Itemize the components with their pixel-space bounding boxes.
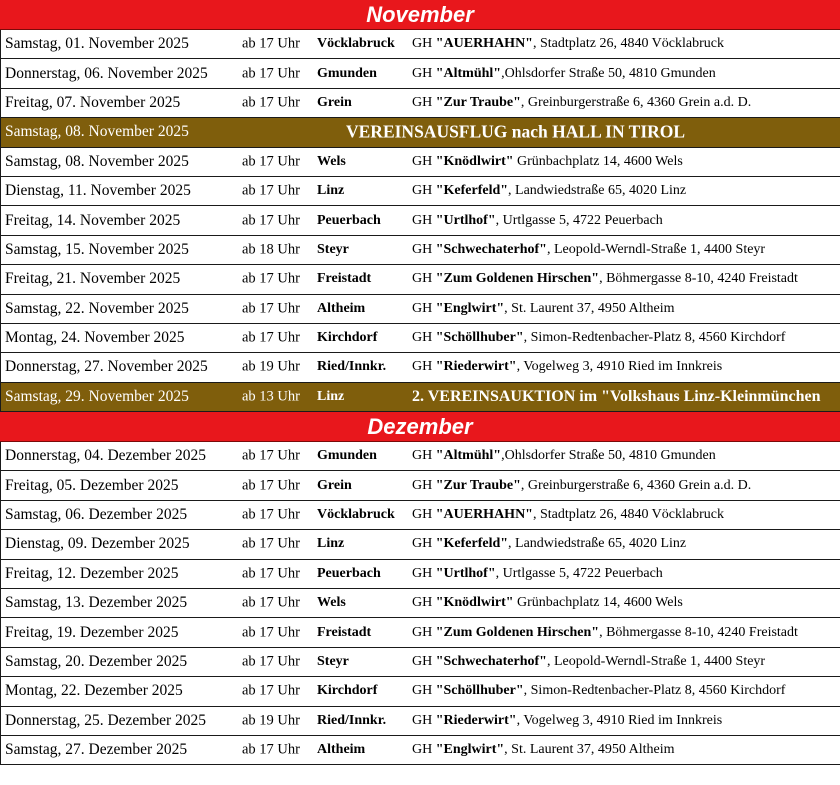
schedule-row (0, 89, 840, 118)
time-cell: ab 17 Uhr (242, 65, 300, 82)
venue-prefix: GH (412, 183, 436, 199)
venue-cell (412, 330, 785, 346)
time-cell: ab 17 Uhr (242, 535, 300, 552)
special-event-row (0, 383, 840, 412)
event-title: 2. VEREINSAUKTION im "Volkshaus Linz-Kleinmünchen (412, 387, 821, 405)
date-cell: Dienstag, 11. November 2025 (5, 182, 191, 200)
venue-address: , Vogelweg 3, 4910 Ried im Innkreis (516, 359, 723, 375)
venue-name: "Schwechaterhof" (435, 241, 547, 257)
venue-cell (412, 536, 686, 552)
venue-address: , Greinburgerstraße 6, 4360 Grein a.d. D. (520, 477, 752, 493)
date-cell: Freitag, 12. Dezember 2025 (5, 564, 179, 582)
venue-address: , Böhmergasse 8-10, 4240 Freistadt (599, 271, 798, 287)
schedule-row (0, 59, 840, 88)
city-cell: Ried/Innkr. (317, 359, 387, 375)
venue-prefix: GH (412, 477, 436, 493)
venue-name: "AUERHAHN" (435, 36, 533, 52)
venue-cell (412, 713, 722, 729)
special-event-row (0, 118, 840, 147)
date-cell: Freitag, 05. Dezember 2025 (5, 476, 179, 494)
venue-cell (412, 242, 765, 258)
venue-prefix: GH (412, 654, 436, 669)
venue-prefix: GH (412, 271, 436, 287)
venue-name: "Altmühl" (435, 65, 502, 81)
schedule-row (0, 353, 840, 382)
time-cell: ab 19 Uhr (242, 358, 300, 375)
venue-address: , St. Laurent 37, 4950 Altheim (504, 742, 675, 758)
venue-address: , Urtlgasse 5, 4722 Peuerbach (495, 565, 663, 581)
schedule-row (0, 442, 840, 471)
venue-name: "Knödlwirt" (435, 595, 514, 611)
city-cell: Vöcklabruck (317, 507, 395, 523)
venue-name: "Schwechaterhof" (435, 654, 547, 669)
schedule-row (0, 206, 840, 235)
date-cell: Montag, 24. November 2025 (5, 329, 185, 347)
venue-cell (412, 448, 716, 464)
venue-name: "Altmühl" (435, 448, 502, 464)
schedule-row (0, 560, 840, 589)
venue-address: , Leopold-Werndl-Straße 1, 4400 Steyr (546, 654, 766, 669)
venue-name: "Riederwirt" (435, 359, 517, 375)
city-cell: Grein (317, 94, 352, 110)
city-cell: Linz (317, 183, 345, 199)
time-cell: ab 17 Uhr (242, 94, 300, 111)
venue-prefix: GH (412, 536, 436, 552)
time-cell: ab 17 Uhr (242, 153, 300, 170)
venue-prefix: GH (412, 300, 436, 316)
schedule-row (0, 30, 840, 59)
time-cell: ab 17 Uhr (242, 594, 300, 611)
time-cell: ab 19 Uhr (242, 712, 300, 729)
date-cell: Samstag, 29. November 2025 (5, 387, 189, 405)
venue-name: "Riederwirt" (435, 712, 517, 728)
venue-name: "Zur Traube" (435, 94, 521, 110)
time-cell: ab 17 Uhr (242, 506, 300, 523)
date-cell: Freitag, 07. November 2025 (5, 93, 181, 111)
city-cell: Altheim (317, 300, 366, 316)
venue-cell (412, 478, 751, 494)
date-cell: Dienstag, 09. Dezember 2025 (5, 535, 190, 553)
venue-name: "Zur Traube" (435, 477, 521, 493)
time-cell: ab 17 Uhr (242, 447, 300, 464)
venue-address: , Stadtplatz 26, 4840 Vöcklabruck (532, 507, 724, 523)
date-cell: Samstag, 27. Dezember 2025 (5, 741, 188, 759)
venue-address: , Landwiedstraße 65, 4020 Linz (508, 183, 687, 199)
schedule-row (0, 677, 840, 706)
city-cell: Gmunden (317, 65, 377, 81)
venue-cell (412, 507, 724, 523)
venue-prefix: GH (412, 565, 436, 581)
venue-name: "Keferfeld" (435, 536, 509, 552)
city-cell: Peuerbach (317, 212, 381, 228)
venue-cell (412, 271, 798, 287)
venue-cell (412, 742, 675, 758)
schedule-row (0, 707, 840, 736)
city-cell: Ried/Innkr. (317, 712, 387, 728)
venue-address: , Leopold-Werndl-Straße 1, 4400 Steyr (546, 241, 766, 257)
schedule-row (0, 324, 840, 353)
venue-name: "Zum Goldenen Hirschen" (435, 271, 600, 287)
venue-address: Grünbachplatz 14, 4600 Wels (513, 595, 683, 611)
date-cell: Freitag, 14. November 2025 (5, 211, 181, 229)
venue-cell (412, 595, 683, 611)
time-cell: ab 17 Uhr (242, 477, 300, 494)
venue-address: , Landwiedstraße 65, 4020 Linz (508, 536, 687, 552)
time-cell: ab 17 Uhr (242, 182, 300, 199)
venue-prefix: GH (412, 36, 436, 52)
venue-cell (412, 36, 724, 52)
schedule-row (0, 148, 840, 177)
city-cell: Kirchdorf (317, 330, 378, 346)
month-header: November (0, 0, 840, 30)
date-cell: Donnerstag, 27. November 2025 (5, 358, 208, 376)
city-cell: Linz (317, 388, 345, 404)
venue-address: , St. Laurent 37, 4950 Altheim (504, 300, 675, 316)
date-cell: Freitag, 19. Dezember 2025 (5, 623, 179, 641)
venue-cell (412, 213, 663, 229)
venue-address: , Simon-Redtenbacher-Platz 8, 4560 Kirchdorf (523, 330, 786, 346)
venue-name: "Keferfeld" (435, 183, 509, 199)
time-cell: ab 17 Uhr (242, 329, 300, 346)
venue-address: , Vogelweg 3, 4910 Ried im Innkreis (516, 712, 723, 728)
time-cell: ab 13 Uhr (242, 388, 300, 405)
time-cell: ab 17 Uhr (242, 682, 300, 699)
date-cell: Samstag, 06. Dezember 2025 (5, 506, 188, 524)
date-cell: Freitag, 21. November 2025 (5, 270, 181, 288)
venue-prefix: GH (412, 742, 436, 758)
city-cell: Steyr (317, 654, 349, 669)
venue-address: , Stadtplatz 26, 4840 Vöcklabruck (532, 36, 724, 52)
schedule-row (0, 265, 840, 294)
venue-prefix: GH (412, 212, 436, 228)
venue-prefix: GH (412, 65, 436, 81)
venue-prefix: GH (412, 153, 436, 169)
city-cell: Freistadt (317, 624, 372, 640)
venue-prefix: GH (412, 595, 436, 611)
venue-address: ,Ohlsdorfer Straße 50, 4810 Gmunden (501, 65, 716, 81)
venue-name: "Englwirt" (435, 300, 505, 316)
venue-name: "Urtlhof" (435, 212, 496, 228)
time-cell: ab 17 Uhr (242, 653, 300, 670)
city-cell: Kirchdorf (317, 683, 378, 699)
time-cell: ab 18 Uhr (242, 241, 300, 258)
venue-address: , Greinburgerstraße 6, 4360 Grein a.d. D. (520, 94, 752, 110)
date-cell: Samstag, 20. Dezember 2025 (5, 653, 188, 670)
city-cell: Peuerbach (317, 565, 381, 581)
time-cell: ab 17 Uhr (242, 741, 300, 758)
date-cell: Donnerstag, 04. Dezember 2025 (5, 447, 207, 465)
venue-prefix: GH (412, 330, 436, 346)
venue-address: , Simon-Redtenbacher-Platz 8, 4560 Kirchdorf (523, 683, 786, 699)
venue-name: "Schöllhuber" (435, 683, 524, 699)
month-header: Dezember (0, 412, 840, 442)
schedule-row (0, 736, 840, 765)
venue-cell (412, 359, 722, 375)
venue-name: "Englwirt" (435, 742, 505, 758)
date-cell: Samstag, 13. Dezember 2025 (5, 594, 188, 612)
venue-cell (412, 625, 798, 641)
venue-cell (412, 683, 785, 699)
schedule-row (0, 530, 840, 559)
time-cell: ab 17 Uhr (242, 624, 300, 641)
venue-prefix: GH (412, 712, 436, 728)
schedule-row (0, 236, 840, 265)
schedule-row (0, 648, 840, 677)
venue-cell (412, 654, 765, 670)
venue-address: , Urtlgasse 5, 4722 Peuerbach (495, 212, 663, 228)
city-cell: Vöcklabruck (317, 36, 395, 52)
time-cell: ab 17 Uhr (242, 212, 300, 229)
city-cell: Linz (317, 536, 345, 552)
venue-cell (412, 95, 751, 111)
time-cell: ab 17 Uhr (242, 35, 300, 52)
date-cell: Samstag, 08. November 2025 (5, 123, 189, 141)
city-cell: Grein (317, 477, 352, 493)
venue-prefix: GH (412, 94, 436, 110)
venue-cell (412, 301, 675, 317)
event-title: VEREINSAUSFLUG nach HALL IN TIROL (346, 121, 686, 142)
schedule-row (0, 177, 840, 206)
city-cell: Wels (317, 595, 346, 611)
time-cell: ab 17 Uhr (242, 270, 300, 287)
venue-cell (412, 154, 683, 170)
venue-cell (412, 566, 663, 582)
venue-name: "Schöllhuber" (435, 330, 524, 346)
date-cell: Samstag, 15. November 2025 (5, 240, 189, 258)
venue-name: "AUERHAHN" (435, 507, 533, 523)
venue-address: , Böhmergasse 8-10, 4240 Freistadt (599, 624, 798, 640)
city-cell: Freistadt (317, 271, 372, 287)
venue-address: ,Ohlsdorfer Straße 50, 4810 Gmunden (501, 448, 716, 464)
venue-name: "Urtlhof" (435, 565, 496, 581)
venue-prefix: GH (412, 624, 436, 640)
schedule-row (0, 471, 840, 500)
date-cell: Montag, 22. Dezember 2025 (5, 682, 183, 700)
date-cell: Samstag, 22. November 2025 (5, 299, 189, 317)
time-cell: ab 17 Uhr (242, 300, 300, 317)
schedule-row (0, 589, 840, 618)
schedule-row (0, 295, 840, 324)
schedule-row (0, 618, 840, 647)
venue-name: "Zum Goldenen Hirschen" (435, 624, 600, 640)
venue-address: Grünbachplatz 14, 4600 Wels (513, 153, 683, 169)
city-cell: Wels (317, 153, 346, 169)
venue-cell (412, 183, 686, 199)
venue-prefix: GH (412, 683, 436, 699)
date-cell: Donnerstag, 25. Dezember 2025 (5, 711, 207, 729)
city-cell: Steyr (317, 241, 349, 257)
date-cell: Samstag, 08. November 2025 (5, 152, 189, 170)
city-cell: Altheim (317, 742, 366, 758)
venue-prefix: GH (412, 507, 436, 523)
venue-name: "Knödlwirt" (435, 153, 514, 169)
date-cell: Samstag, 01. November 2025 (5, 35, 189, 53)
venue-prefix: GH (412, 448, 436, 464)
schedule-row (0, 501, 840, 530)
city-cell: Gmunden (317, 448, 377, 464)
venue-prefix: GH (412, 241, 436, 257)
venue-prefix: GH (412, 359, 436, 375)
date-cell: Donnerstag, 06. November 2025 (5, 64, 208, 82)
time-cell: ab 17 Uhr (242, 565, 300, 582)
venue-cell (412, 66, 716, 82)
